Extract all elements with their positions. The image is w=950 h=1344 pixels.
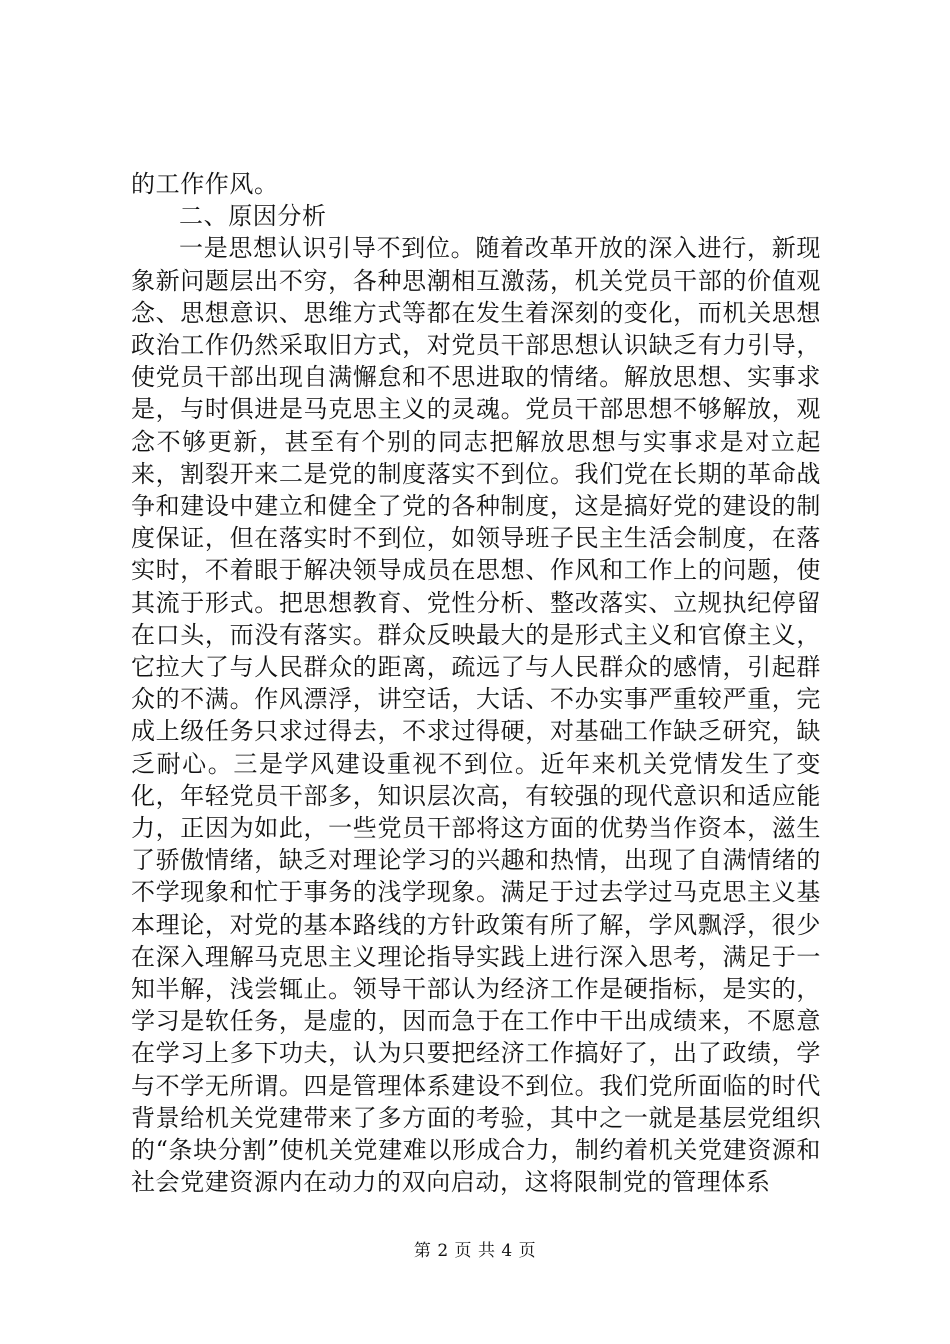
continuation-line: 的工作作风。: [131, 170, 279, 198]
body-paragraph: 一是思想认识引导不到位。随着改革开放的深入进行，新现象新问题层出不穷，各种思潮相互激荡，机关党员干部的价值观念、思想意识、思维方式等都在发生着深刻的变化，而机关思想政治工作仍然采取旧方式，对党员干部思想认识缺乏有力引导，使党员干部出现自满懈怠和不思进取的情绪。解放思想、实事求是，与时俱进是马克思主义的灵魂。党员干部思想不够解放，观念不够更新，甚至有个别的同志把解放思想与实事求是对立起来，割裂开来二是党的制度落实不到位。我们党在长期的革命战争和建设中建立和健全了党的各种制度，这是搞好党的建设的制度保证，但在落实时不到位，如领导班子民主生活会制度，在落实时，不着眼于解决领导成员在思想、作风和工作上的问题，使其流于形式。把思想教育、党性分析、整改落实、立规执纪停留在口头，而没有落实。群众反映最大的是形式主义和官僚主义，它拉大了与人民群众的距离，疏远了与人民群众的感情，引起群众的不满。作风漂浮，讲空话，大话、不办实事严重较严重，完成上级任务只求过得去，不求过得硬，对基础工作缺乏研究，缺乏耐心。三是学风建设重视不到位。近年来机关党情发生了变化，年轻党员干部多，知识层次高，有较强的现代意识和适应能力，正因为如此，一些党员干部将这方面的优势当作资本，滋生了骄傲情绪，缺乏对理论学习的兴趣和热情，出现了自满情绪的不学现象和忙于事务的浅学现象。满足于过去学过马克思主义基本理论，对党的基本路线的方针政策有所了解，学风飘浮，很少在深入理解马克思主义理论指导实践上进行深入思考，满足于一知半解，浅尝辄止。领导干部认为经济工作是硬指标，是实的，学习是软任务，是虚的，因而急于在工作中干出成绩来，不愿意在学习上多下功夫，认为只要把经济工作搞好了，出了政绩，学与不学无所谓。四是管理体系建设不到位。我们党所面临的时代背景给机关党建带来了多方面的考验，其中之一就是基层党组织的“条块分割”使机关党建难以形成合力，制约着机关党建资源和社会党建资源内在动力的双向启动，这将限制党的管理体系: [131, 234, 821, 1197]
page-footer: 第 2 页 共 4 页: [413, 1241, 537, 1261]
section-heading: 二、原因分析: [179, 202, 327, 231]
document-body: [131, 168, 821, 1199]
